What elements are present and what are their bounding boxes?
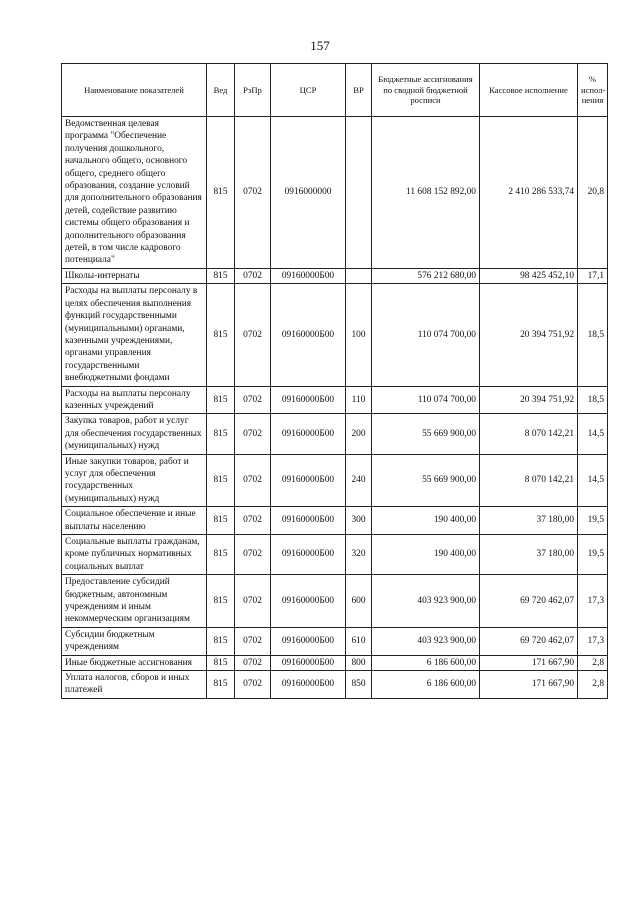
cell-csr: 09160000Б00	[271, 627, 346, 655]
budget-table	[61, 63, 608, 699]
table-body	[62, 117, 608, 699]
cell-rzpr: 0702	[235, 535, 271, 575]
cell-ved: 815	[207, 454, 235, 507]
cell-vr: 600	[346, 575, 372, 628]
cell-ved: 815	[207, 671, 235, 699]
cell-csr: 09160000Б00	[271, 507, 346, 535]
cell-name: Школы-интернаты	[62, 268, 207, 283]
cell-ved: 815	[207, 627, 235, 655]
cell-budget: 55 669 900,00	[372, 414, 480, 454]
table-row	[62, 575, 608, 628]
table-row	[62, 535, 608, 575]
cell-percent: 2,8	[578, 655, 608, 670]
table-row	[62, 627, 608, 655]
cell-percent: 14,5	[578, 454, 608, 507]
cell-cash: 8 070 142,21	[480, 454, 578, 507]
cell-csr: 09160000Б00	[271, 575, 346, 628]
table-header-row	[62, 64, 608, 117]
table-row	[62, 284, 608, 386]
cell-percent: 14,5	[578, 414, 608, 454]
cell-percent: 17,3	[578, 575, 608, 628]
cell-rzpr: 0702	[235, 414, 271, 454]
cell-rzpr: 0702	[235, 671, 271, 699]
cell-percent: 20,8	[578, 117, 608, 269]
cell-percent: 2,8	[578, 671, 608, 699]
cell-percent: 18,5	[578, 386, 608, 414]
cell-name: Расходы на выплаты персоналу казенных учреждений	[62, 386, 207, 414]
cell-ved: 815	[207, 507, 235, 535]
table-row	[62, 268, 608, 283]
cell-vr: 100	[346, 284, 372, 386]
cell-cash: 69 720 462,07	[480, 575, 578, 628]
header-cash: Кассовое исполнение	[480, 64, 578, 117]
cell-percent: 19,5	[578, 535, 608, 575]
cell-budget: 110 074 700,00	[372, 386, 480, 414]
header-csr: ЦСР	[271, 64, 346, 117]
cell-vr: 110	[346, 386, 372, 414]
table-row	[62, 386, 608, 414]
cell-name: Иные закупки товаров, работ и услуг для обеспечения государственных (муниципальных) нужд	[62, 454, 207, 507]
cell-ved: 815	[207, 117, 235, 269]
cell-budget: 190 400,00	[372, 507, 480, 535]
cell-budget: 403 923 900,00	[372, 627, 480, 655]
cell-vr	[346, 117, 372, 269]
cell-ved: 815	[207, 655, 235, 670]
cell-csr: 09160000Б00	[271, 414, 346, 454]
cell-ved: 815	[207, 535, 235, 575]
cell-name: Ведомственная целевая программа "Обеспечение получения дошкольного, начального общего, основного общего, среднего общего образования, создание условий для дополнительного образования детей, содействие развитию системы общего образования и дополнительного образования детей, в том числе кадрового потенциала"	[62, 117, 207, 269]
table-row	[62, 507, 608, 535]
cell-rzpr: 0702	[235, 575, 271, 628]
cell-vr: 320	[346, 535, 372, 575]
cell-csr: 09160000Б00	[271, 454, 346, 507]
cell-budget: 576 212 680,00	[372, 268, 480, 283]
header-budget: Бюджетные ассигнования по сводной бюджетной росписи	[372, 64, 480, 117]
header-vr: ВР	[346, 64, 372, 117]
cell-ved: 815	[207, 414, 235, 454]
cell-cash: 69 720 462,07	[480, 627, 578, 655]
cell-name: Предоставление субсидий бюджетным, автономным учреждениям и иным некоммерческим организациям	[62, 575, 207, 628]
cell-cash: 98 425 452,10	[480, 268, 578, 283]
cell-vr	[346, 268, 372, 283]
cell-name: Социальное обеспечение и иные выплаты населению	[62, 507, 207, 535]
cell-vr: 200	[346, 414, 372, 454]
cell-vr: 800	[346, 655, 372, 670]
table-row	[62, 117, 608, 269]
header-percent: % испол-нения	[578, 64, 608, 117]
cell-percent: 18,5	[578, 284, 608, 386]
cell-cash: 2 410 286 533,74	[480, 117, 578, 269]
cell-budget: 6 186 600,00	[372, 671, 480, 699]
table-row	[62, 454, 608, 507]
cell-name: Социальные выплаты гражданам, кроме публичных нормативных социальных выплат	[62, 535, 207, 575]
cell-cash: 20 394 751,92	[480, 284, 578, 386]
cell-budget: 110 074 700,00	[372, 284, 480, 386]
cell-name: Иные бюджетные ассигнования	[62, 655, 207, 670]
cell-vr: 300	[346, 507, 372, 535]
cell-rzpr: 0702	[235, 627, 271, 655]
cell-cash: 171 667,90	[480, 671, 578, 699]
cell-name: Закупка товаров, работ и услуг для обеспечения государственных (муниципальных) нужд	[62, 414, 207, 454]
table-row	[62, 671, 608, 699]
cell-csr: 09160000Б00	[271, 284, 346, 386]
cell-cash: 37 180,00	[480, 507, 578, 535]
cell-name: Субсидии бюджетным учреждениям	[62, 627, 207, 655]
cell-rzpr: 0702	[235, 386, 271, 414]
cell-csr: 09160000Б00	[271, 268, 346, 283]
cell-ved: 815	[207, 386, 235, 414]
header-rzpr: РзПр	[235, 64, 271, 117]
cell-rzpr: 0702	[235, 655, 271, 670]
cell-csr: 09160000Б00	[271, 535, 346, 575]
cell-cash: 37 180,00	[480, 535, 578, 575]
cell-percent: 19,5	[578, 507, 608, 535]
cell-budget: 11 608 152 892,00	[372, 117, 480, 269]
cell-rzpr: 0702	[235, 454, 271, 507]
cell-rzpr: 0702	[235, 117, 271, 269]
cell-csr: 09160000Б00	[271, 655, 346, 670]
cell-csr: 09160000Б00	[271, 386, 346, 414]
cell-vr: 850	[346, 671, 372, 699]
table-row	[62, 414, 608, 454]
cell-rzpr: 0702	[235, 284, 271, 386]
cell-percent: 17,3	[578, 627, 608, 655]
table-row	[62, 655, 608, 670]
cell-cash: 8 070 142,21	[480, 414, 578, 454]
cell-ved: 815	[207, 575, 235, 628]
cell-cash: 171 667,90	[480, 655, 578, 670]
cell-ved: 815	[207, 284, 235, 386]
cell-rzpr: 0702	[235, 268, 271, 283]
cell-budget: 403 923 900,00	[372, 575, 480, 628]
cell-vr: 240	[346, 454, 372, 507]
cell-vr: 610	[346, 627, 372, 655]
header-ved: Вед	[207, 64, 235, 117]
header-name: Наименование показателей	[62, 64, 207, 117]
cell-ved: 815	[207, 268, 235, 283]
cell-rzpr: 0702	[235, 507, 271, 535]
cell-name: Уплата налогов, сборов и иных платежей	[62, 671, 207, 699]
cell-cash: 20 394 751,92	[480, 386, 578, 414]
cell-budget: 55 669 900,00	[372, 454, 480, 507]
cell-name: Расходы на выплаты персоналу в целях обеспечения выполнения функций государственными (муниципальными) органами, казенными учреждениями, органами управления государственными внебюджетными фондами	[62, 284, 207, 386]
cell-percent: 17,1	[578, 268, 608, 283]
cell-budget: 6 186 600,00	[372, 655, 480, 670]
cell-budget: 190 400,00	[372, 535, 480, 575]
cell-csr: 09160000Б00	[271, 671, 346, 699]
page-number: 157	[310, 38, 330, 53]
cell-csr: 0916000000	[271, 117, 346, 269]
